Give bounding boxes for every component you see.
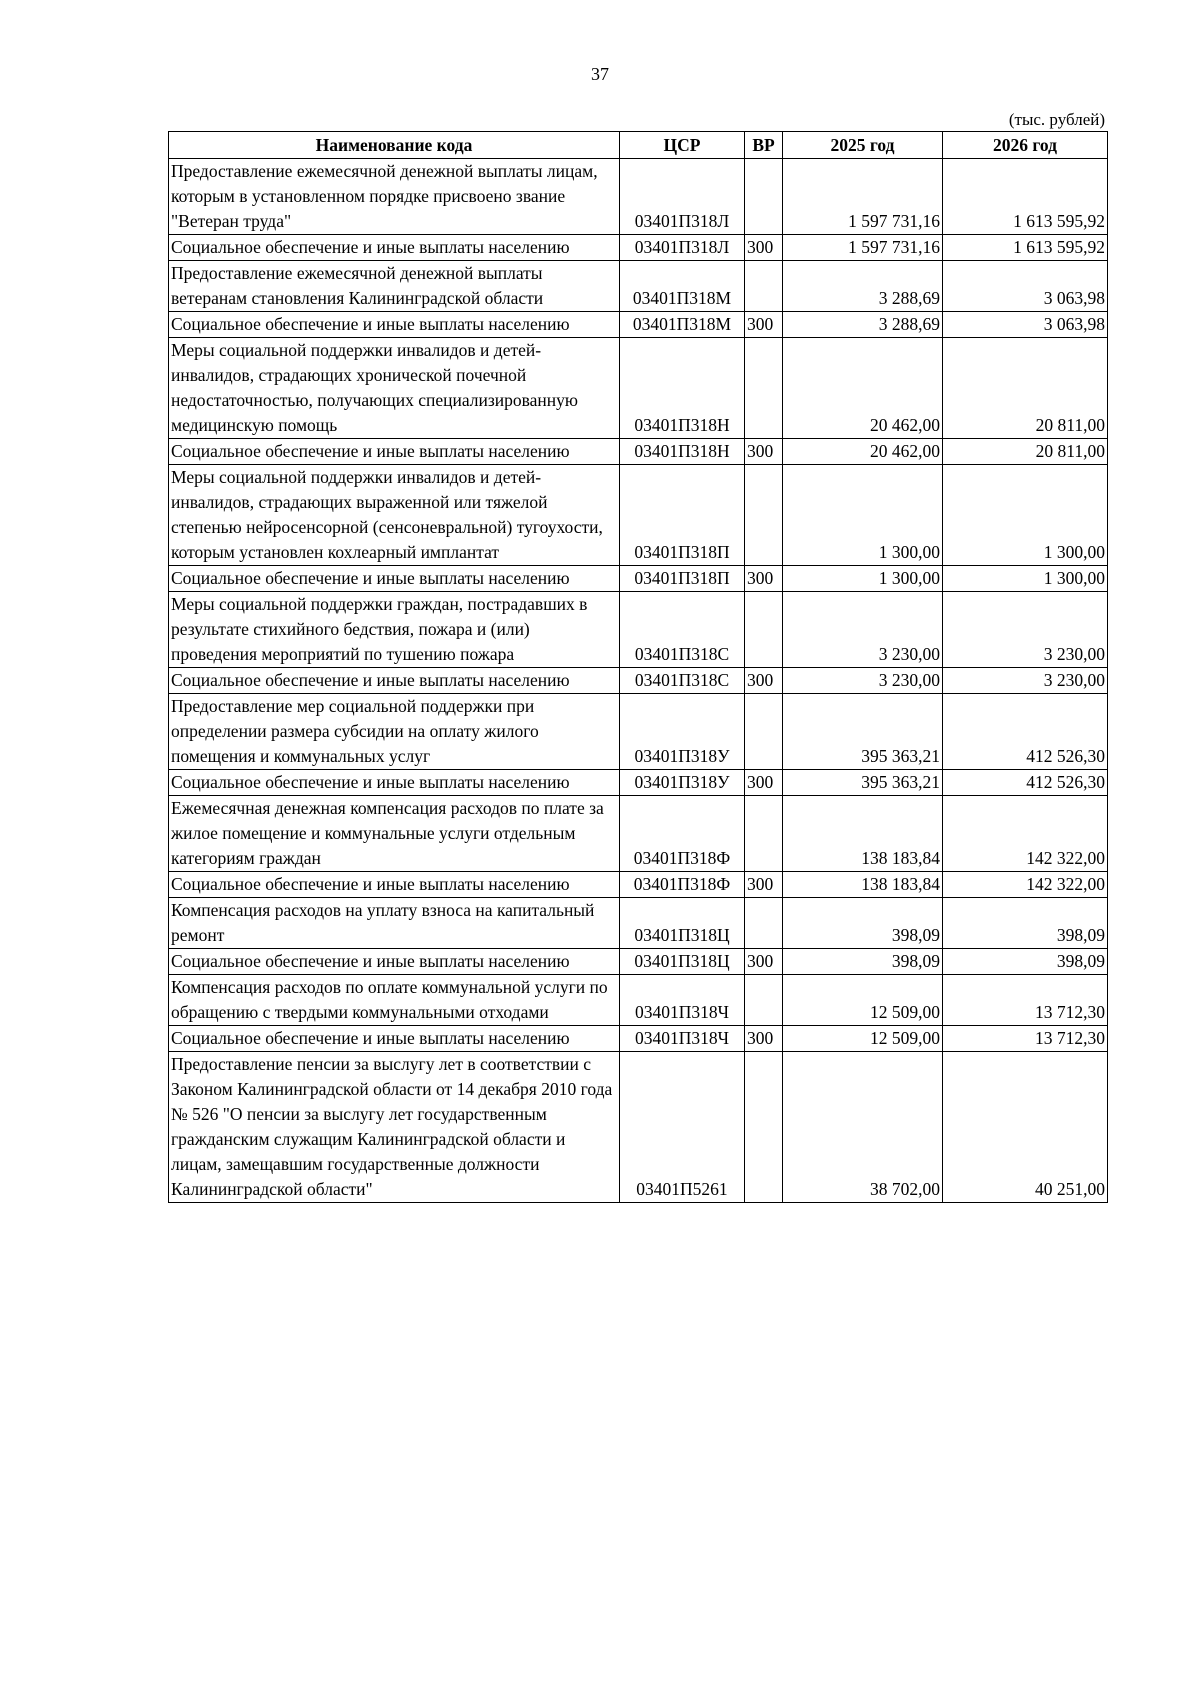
- row-name: Социальное обеспечение и иные выплаты населению: [169, 439, 620, 465]
- row-value-2026: 398,09: [943, 898, 1108, 949]
- row-csr: 03401П318Л: [620, 159, 745, 235]
- table-row: [169, 159, 1108, 235]
- header-csr: ЦСР: [620, 132, 745, 159]
- header-name: Наименование кода: [169, 132, 620, 159]
- row-vr: [745, 465, 783, 566]
- row-value-2026: 3 063,98: [943, 261, 1108, 312]
- row-vr: [745, 592, 783, 668]
- row-value-2025: 138 183,84: [783, 872, 943, 898]
- row-csr: 03401П318С: [620, 668, 745, 694]
- row-value-2025: 3 230,00: [783, 592, 943, 668]
- row-value-2025: 395 363,21: [783, 694, 943, 770]
- row-name: Социальное обеспечение и иные выплаты населению: [169, 872, 620, 898]
- row-value-2026: 20 811,00: [943, 338, 1108, 439]
- table-row: [169, 566, 1108, 592]
- row-value-2026: 398,09: [943, 949, 1108, 975]
- row-name: Предоставление ежемесячной денежной выплаты ветеранам становления Калининградской области: [169, 261, 620, 312]
- row-value-2025: 398,09: [783, 898, 943, 949]
- row-csr: 03401П318С: [620, 592, 745, 668]
- table-row: [169, 439, 1108, 465]
- row-value-2025: 398,09: [783, 949, 943, 975]
- page-number: 37: [591, 64, 609, 84]
- table-row: [169, 872, 1108, 898]
- row-name: Социальное обеспечение и иные выплаты населению: [169, 770, 620, 796]
- row-csr: 03401П318П: [620, 566, 745, 592]
- row-value-2026: 412 526,30: [943, 694, 1108, 770]
- row-value-2026: 1 300,00: [943, 465, 1108, 566]
- row-name: Социальное обеспечение и иные выплаты населению: [169, 949, 620, 975]
- header-2026: 2026 год: [943, 132, 1108, 159]
- table-row: [169, 312, 1108, 338]
- row-value-2026: 13 712,30: [943, 1026, 1108, 1052]
- row-csr: 03401П318Л: [620, 235, 745, 261]
- row-name: Предоставление ежемесячной денежной выплаты лицам, которым в установленном порядке присвоено звание "Ветеран труда": [169, 159, 620, 235]
- row-csr: 03401П318Ф: [620, 872, 745, 898]
- row-vr: 300: [745, 770, 783, 796]
- row-value-2026: 3 063,98: [943, 312, 1108, 338]
- table-row: [169, 235, 1108, 261]
- row-vr: 300: [745, 668, 783, 694]
- table-row: [169, 338, 1108, 439]
- row-vr: 300: [745, 1026, 783, 1052]
- row-name: Социальное обеспечение и иные выплаты населению: [169, 668, 620, 694]
- row-value-2025: 3 230,00: [783, 668, 943, 694]
- table-row: [169, 975, 1108, 1026]
- row-value-2026: 13 712,30: [943, 975, 1108, 1026]
- row-value-2025: 3 288,69: [783, 312, 943, 338]
- row-value-2025: 38 702,00: [783, 1052, 943, 1203]
- row-vr: 300: [745, 872, 783, 898]
- row-vr: 300: [745, 566, 783, 592]
- row-name: Меры социальной поддержки инвалидов и детей-инвалидов, страдающих выраженной или тяжелой степенью нейросенсорной (сенсоневральной) тугоухости, которым установлен кохлеарный имплантат: [169, 465, 620, 566]
- row-value-2025: 12 509,00: [783, 1026, 943, 1052]
- table-row: [169, 1026, 1108, 1052]
- row-csr: 03401П318М: [620, 312, 745, 338]
- row-vr: [745, 796, 783, 872]
- row-name: Меры социальной поддержки инвалидов и детей-инвалидов, страдающих хронической почечной недостаточностью, получающих специализированную медицинскую помощь: [169, 338, 620, 439]
- row-value-2025: 1 597 731,16: [783, 159, 943, 235]
- table-row: [169, 898, 1108, 949]
- table-header-row: [169, 132, 1108, 159]
- row-value-2025: 1 597 731,16: [783, 235, 943, 261]
- row-name: Ежемесячная денежная компенсация расходов по плате за жилое помещение и коммунальные услуги отдельным категориям граждан: [169, 796, 620, 872]
- row-value-2025: 138 183,84: [783, 796, 943, 872]
- table-row: [169, 1052, 1108, 1203]
- row-csr: 03401П318Ф: [620, 796, 745, 872]
- row-name: Социальное обеспечение и иные выплаты населению: [169, 566, 620, 592]
- budget-table: [168, 131, 1108, 1203]
- row-vr: [745, 159, 783, 235]
- row-value-2026: 1 613 595,92: [943, 235, 1108, 261]
- row-csr: 03401П318Ч: [620, 975, 745, 1026]
- table-row: [169, 949, 1108, 975]
- row-name: Социальное обеспечение и иные выплаты населению: [169, 312, 620, 338]
- row-vr: 300: [745, 949, 783, 975]
- row-value-2026: 3 230,00: [943, 592, 1108, 668]
- row-value-2026: 142 322,00: [943, 872, 1108, 898]
- row-value-2026: 1 613 595,92: [943, 159, 1108, 235]
- row-vr: [745, 1052, 783, 1203]
- header-2025: 2025 год: [783, 132, 943, 159]
- units-label: (тыс. рублей): [1008, 110, 1105, 129]
- row-value-2026: 412 526,30: [943, 770, 1108, 796]
- row-csr: 03401П318Н: [620, 439, 745, 465]
- row-value-2026: 1 300,00: [943, 566, 1108, 592]
- row-name: Предоставление пенсии за выслугу лет в соответствии с Законом Калининградской области от 14 декабря 2010 года № 526 "О пенсии за выслугу лет государственным гражданским служащим Калининградской области и лицам, замещавшим государственные должности Калининградской области": [169, 1052, 620, 1203]
- row-value-2025: 12 509,00: [783, 975, 943, 1026]
- row-csr: 03401П318Н: [620, 338, 745, 439]
- table-row: [169, 694, 1108, 770]
- row-value-2026: 20 811,00: [943, 439, 1108, 465]
- row-csr: 03401П318П: [620, 465, 745, 566]
- row-value-2026: 40 251,00: [943, 1052, 1108, 1203]
- row-csr: 03401П5261: [620, 1052, 745, 1203]
- row-name: Компенсация расходов по оплате коммунальной услуги по обращению с твердыми коммунальными отходами: [169, 975, 620, 1026]
- row-vr: [745, 261, 783, 312]
- row-csr: 03401П318М: [620, 261, 745, 312]
- row-name: Предоставление мер социальной поддержки при определении размера субсидии на оплату жилого помещения и коммунальных услуг: [169, 694, 620, 770]
- row-name: Меры социальной поддержки граждан, пострадавших в результате стихийного бедствия, пожара и (или) проведения мероприятий по тушению пожара: [169, 592, 620, 668]
- row-vr: 300: [745, 312, 783, 338]
- row-value-2025: 20 462,00: [783, 338, 943, 439]
- table-row: [169, 796, 1108, 872]
- row-csr: 03401П318У: [620, 770, 745, 796]
- row-vr: [745, 694, 783, 770]
- row-vr: 300: [745, 439, 783, 465]
- table-row: [169, 592, 1108, 668]
- row-vr: [745, 338, 783, 439]
- table-row: [169, 261, 1108, 312]
- row-csr: 03401П318У: [620, 694, 745, 770]
- row-name: Компенсация расходов на уплату взноса на капитальный ремонт: [169, 898, 620, 949]
- row-vr: 300: [745, 235, 783, 261]
- row-csr: 03401П318Ц: [620, 898, 745, 949]
- row-csr: 03401П318Ц: [620, 949, 745, 975]
- row-vr: [745, 898, 783, 949]
- row-value-2025: 1 300,00: [783, 566, 943, 592]
- row-value-2026: 142 322,00: [943, 796, 1108, 872]
- table-row: [169, 465, 1108, 566]
- row-name: Социальное обеспечение и иные выплаты населению: [169, 1026, 620, 1052]
- row-value-2026: 3 230,00: [943, 668, 1108, 694]
- row-value-2025: 395 363,21: [783, 770, 943, 796]
- row-value-2025: 3 288,69: [783, 261, 943, 312]
- table-body: [169, 159, 1108, 1203]
- table-row: [169, 770, 1108, 796]
- row-value-2025: 1 300,00: [783, 465, 943, 566]
- header-vr: ВР: [745, 132, 783, 159]
- row-value-2025: 20 462,00: [783, 439, 943, 465]
- table-row: [169, 668, 1108, 694]
- row-csr: 03401П318Ч: [620, 1026, 745, 1052]
- row-name: Социальное обеспечение и иные выплаты населению: [169, 235, 620, 261]
- row-vr: [745, 975, 783, 1026]
